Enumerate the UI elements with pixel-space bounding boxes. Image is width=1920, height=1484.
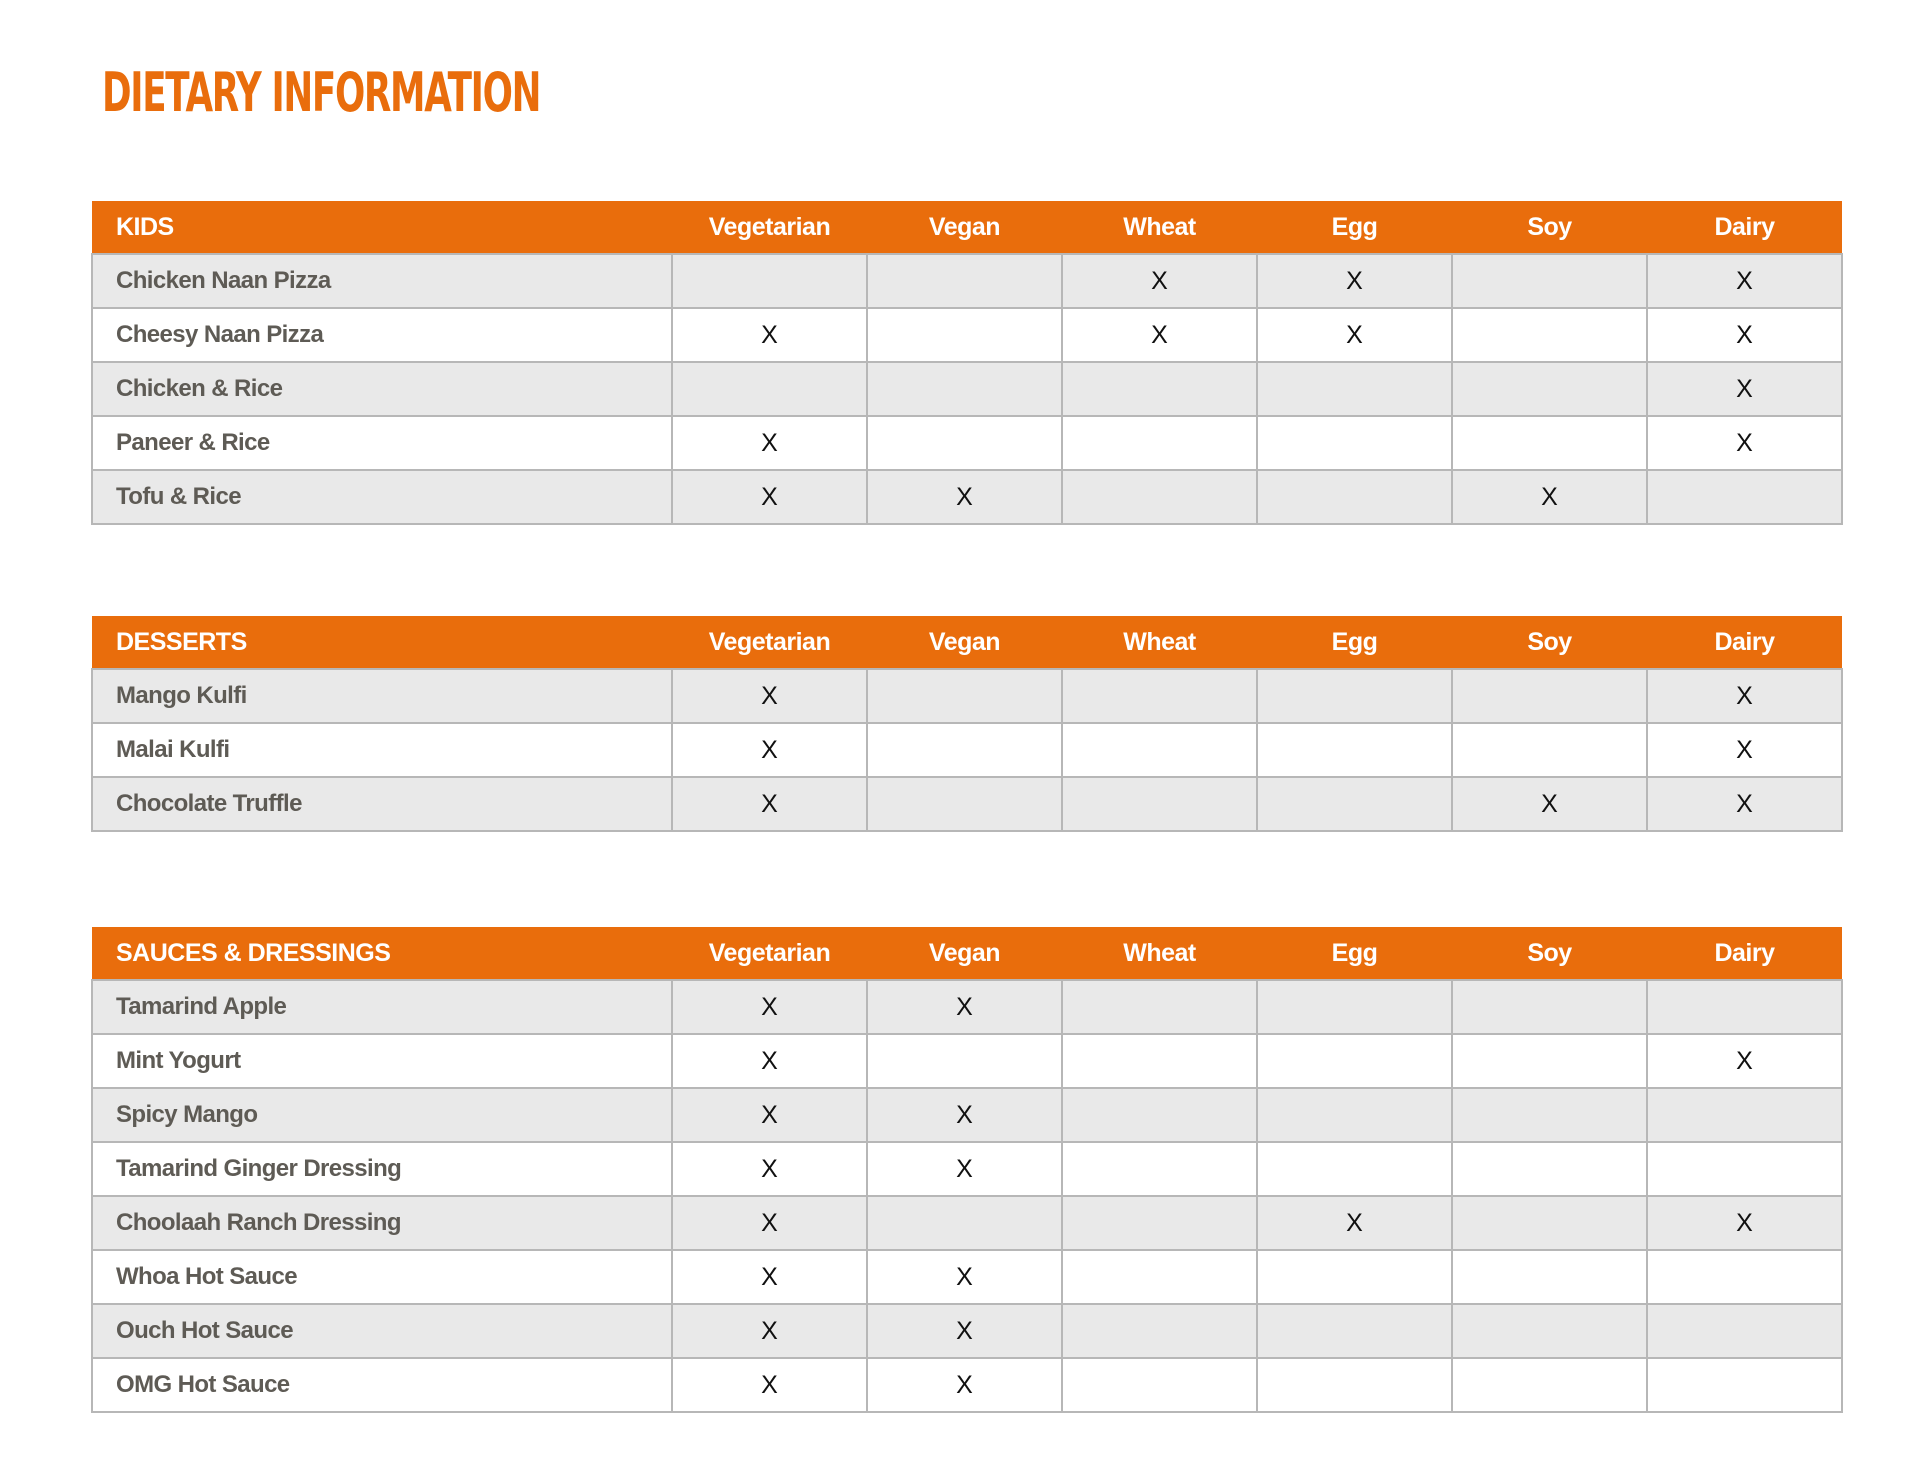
flag-cell-soy <box>1452 416 1647 470</box>
flag-cell-wheat <box>1062 1304 1257 1358</box>
flag-cell-soy <box>1452 723 1647 777</box>
flag-cell-vegan: X <box>867 980 1062 1034</box>
kids-table <box>91 201 1843 525</box>
flag-cell-dairy: X <box>1647 308 1842 362</box>
flag-cell-egg <box>1257 1358 1452 1412</box>
flag-cell-egg <box>1257 669 1452 723</box>
flag-cell-soy: X <box>1452 777 1647 831</box>
flag-cell-egg: X <box>1257 308 1452 362</box>
table-row <box>92 723 1842 777</box>
flag-cell-vegan <box>867 416 1062 470</box>
flag-cell-soy <box>1452 1250 1647 1304</box>
flag-cell-dairy: X <box>1647 669 1842 723</box>
table-row <box>92 980 1842 1034</box>
column-header-soy: Soy <box>1452 616 1647 669</box>
flag-cell-soy <box>1452 1196 1647 1250</box>
flag-cell-egg: X <box>1257 1196 1452 1250</box>
flag-cell-vegetarian: X <box>672 470 867 524</box>
table-row <box>92 308 1842 362</box>
flag-cell-wheat <box>1062 362 1257 416</box>
flag-cell-vegetarian: X <box>672 1088 867 1142</box>
flag-cell-vegan <box>867 308 1062 362</box>
flag-cell-vegetarian: X <box>672 1034 867 1088</box>
flag-cell-vegan: X <box>867 1358 1062 1412</box>
flag-cell-dairy <box>1647 1304 1842 1358</box>
flag-cell-dairy <box>1647 1142 1842 1196</box>
flag-cell-soy <box>1452 669 1647 723</box>
column-header-egg: Egg <box>1257 616 1452 669</box>
item-name: Mint Yogurt <box>92 1034 672 1088</box>
flag-cell-dairy: X <box>1647 1034 1842 1088</box>
flag-cell-dairy: X <box>1647 777 1842 831</box>
item-name: Paneer & Rice <box>92 416 672 470</box>
flag-cell-wheat <box>1062 416 1257 470</box>
flag-cell-dairy <box>1647 1358 1842 1412</box>
column-header-vegan: Vegan <box>867 927 1062 980</box>
table-row <box>92 1358 1842 1412</box>
flag-cell-soy <box>1452 254 1647 308</box>
section-header: DESSERTS <box>92 616 672 669</box>
flag-cell-vegan: X <box>867 1088 1062 1142</box>
column-header-wheat: Wheat <box>1062 201 1257 254</box>
column-header-dairy: Dairy <box>1647 201 1842 254</box>
flag-cell-dairy: X <box>1647 1196 1842 1250</box>
section-header: SAUCES & DRESSINGS <box>92 927 672 980</box>
flag-cell-vegan: X <box>867 1250 1062 1304</box>
table-header-row <box>92 616 1842 669</box>
table-row <box>92 777 1842 831</box>
flag-cell-wheat: X <box>1062 308 1257 362</box>
table-row <box>92 1196 1842 1250</box>
column-header-dairy: Dairy <box>1647 616 1842 669</box>
flag-cell-egg <box>1257 1034 1452 1088</box>
item-name: Choolaah Ranch Dressing <box>92 1196 672 1250</box>
item-name: Ouch Hot Sauce <box>92 1304 672 1358</box>
flag-cell-vegetarian: X <box>672 723 867 777</box>
item-name: Mango Kulfi <box>92 669 672 723</box>
flag-cell-dairy <box>1647 470 1842 524</box>
table-row <box>92 1304 1842 1358</box>
column-header-egg: Egg <box>1257 201 1452 254</box>
flag-cell-soy <box>1452 1358 1647 1412</box>
item-name: Malai Kulfi <box>92 723 672 777</box>
flag-cell-vegetarian: X <box>672 777 867 831</box>
table-row <box>92 1034 1842 1088</box>
flag-cell-egg <box>1257 777 1452 831</box>
table-row <box>92 669 1842 723</box>
flag-cell-dairy <box>1647 1250 1842 1304</box>
flag-cell-soy <box>1452 1034 1647 1088</box>
flag-cell-vegetarian: X <box>672 669 867 723</box>
flag-cell-dairy: X <box>1647 254 1842 308</box>
item-name: Spicy Mango <box>92 1088 672 1142</box>
column-header-wheat: Wheat <box>1062 927 1257 980</box>
desserts-table <box>91 616 1843 832</box>
flag-cell-dairy <box>1647 980 1842 1034</box>
flag-cell-vegan <box>867 723 1062 777</box>
item-name: Whoa Hot Sauce <box>92 1250 672 1304</box>
flag-cell-egg <box>1257 1250 1452 1304</box>
flag-cell-vegetarian: X <box>672 1196 867 1250</box>
flag-cell-soy <box>1452 1088 1647 1142</box>
flag-cell-egg <box>1257 362 1452 416</box>
column-header-wheat: Wheat <box>1062 616 1257 669</box>
table-row <box>92 1088 1842 1142</box>
flag-cell-wheat <box>1062 1250 1257 1304</box>
flag-cell-egg <box>1257 723 1452 777</box>
column-header-vegetarian: Vegetarian <box>672 927 867 980</box>
flag-cell-wheat <box>1062 777 1257 831</box>
item-name: OMG Hot Sauce <box>92 1358 672 1412</box>
flag-cell-vegetarian <box>672 254 867 308</box>
flag-cell-dairy <box>1647 1088 1842 1142</box>
flag-cell-vegan <box>867 362 1062 416</box>
flag-cell-wheat <box>1062 980 1257 1034</box>
table-row <box>92 1250 1842 1304</box>
flag-cell-wheat <box>1062 669 1257 723</box>
column-header-soy: Soy <box>1452 201 1647 254</box>
table-row <box>92 1142 1842 1196</box>
flag-cell-wheat <box>1062 1142 1257 1196</box>
flag-cell-egg <box>1257 1142 1452 1196</box>
flag-cell-wheat <box>1062 1088 1257 1142</box>
flag-cell-vegetarian: X <box>672 1142 867 1196</box>
flag-cell-dairy: X <box>1647 723 1842 777</box>
flag-cell-vegan <box>867 1034 1062 1088</box>
flag-cell-vegan <box>867 669 1062 723</box>
item-name: Tamarind Ginger Dressing <box>92 1142 672 1196</box>
flag-cell-soy <box>1452 1304 1647 1358</box>
flag-cell-wheat <box>1062 1196 1257 1250</box>
flag-cell-vegan: X <box>867 1304 1062 1358</box>
table-row <box>92 416 1842 470</box>
column-header-vegan: Vegan <box>867 201 1062 254</box>
column-header-dairy: Dairy <box>1647 927 1842 980</box>
flag-cell-dairy: X <box>1647 416 1842 470</box>
flag-cell-egg <box>1257 1304 1452 1358</box>
flag-cell-egg: X <box>1257 254 1452 308</box>
item-name: Chocolate Truffle <box>92 777 672 831</box>
flag-cell-soy: X <box>1452 470 1647 524</box>
item-name: Tamarind Apple <box>92 980 672 1034</box>
flag-cell-vegetarian: X <box>672 1358 867 1412</box>
flag-cell-vegan <box>867 777 1062 831</box>
flag-cell-vegetarian: X <box>672 416 867 470</box>
flag-cell-vegetarian: X <box>672 980 867 1034</box>
item-name: Chicken Naan Pizza <box>92 254 672 308</box>
flag-cell-wheat <box>1062 1358 1257 1412</box>
flag-cell-vegan <box>867 254 1062 308</box>
flag-cell-vegan <box>867 1196 1062 1250</box>
item-name: Tofu & Rice <box>92 470 672 524</box>
table-header-row <box>92 201 1842 254</box>
flag-cell-soy <box>1452 362 1647 416</box>
flag-cell-vegetarian: X <box>672 1250 867 1304</box>
table-header-row <box>92 927 1842 980</box>
item-name: Chicken & Rice <box>92 362 672 416</box>
flag-cell-vegan: X <box>867 1142 1062 1196</box>
table-row <box>92 470 1842 524</box>
column-header-vegan: Vegan <box>867 616 1062 669</box>
flag-cell-wheat <box>1062 470 1257 524</box>
flag-cell-egg <box>1257 416 1452 470</box>
flag-cell-soy <box>1452 308 1647 362</box>
flag-cell-dairy: X <box>1647 362 1842 416</box>
section-header: KIDS <box>92 201 672 254</box>
flag-cell-wheat <box>1062 1034 1257 1088</box>
flag-cell-vegetarian <box>672 362 867 416</box>
column-header-egg: Egg <box>1257 927 1452 980</box>
flag-cell-vegan: X <box>867 470 1062 524</box>
flag-cell-vegetarian: X <box>672 308 867 362</box>
flag-cell-soy <box>1452 980 1647 1034</box>
flag-cell-egg <box>1257 1088 1452 1142</box>
table-row <box>92 362 1842 416</box>
item-name: Cheesy Naan Pizza <box>92 308 672 362</box>
column-header-vegetarian: Vegetarian <box>672 201 867 254</box>
flag-cell-egg <box>1257 470 1452 524</box>
flag-cell-soy <box>1452 1142 1647 1196</box>
column-header-soy: Soy <box>1452 927 1647 980</box>
flag-cell-vegetarian: X <box>672 1304 867 1358</box>
column-header-vegetarian: Vegetarian <box>672 616 867 669</box>
flag-cell-egg <box>1257 980 1452 1034</box>
flag-cell-wheat: X <box>1062 254 1257 308</box>
page-title: DIETARY INFORMATION <box>102 61 541 124</box>
table-row <box>92 254 1842 308</box>
sauces-dressings-table <box>91 927 1843 1413</box>
flag-cell-wheat <box>1062 723 1257 777</box>
